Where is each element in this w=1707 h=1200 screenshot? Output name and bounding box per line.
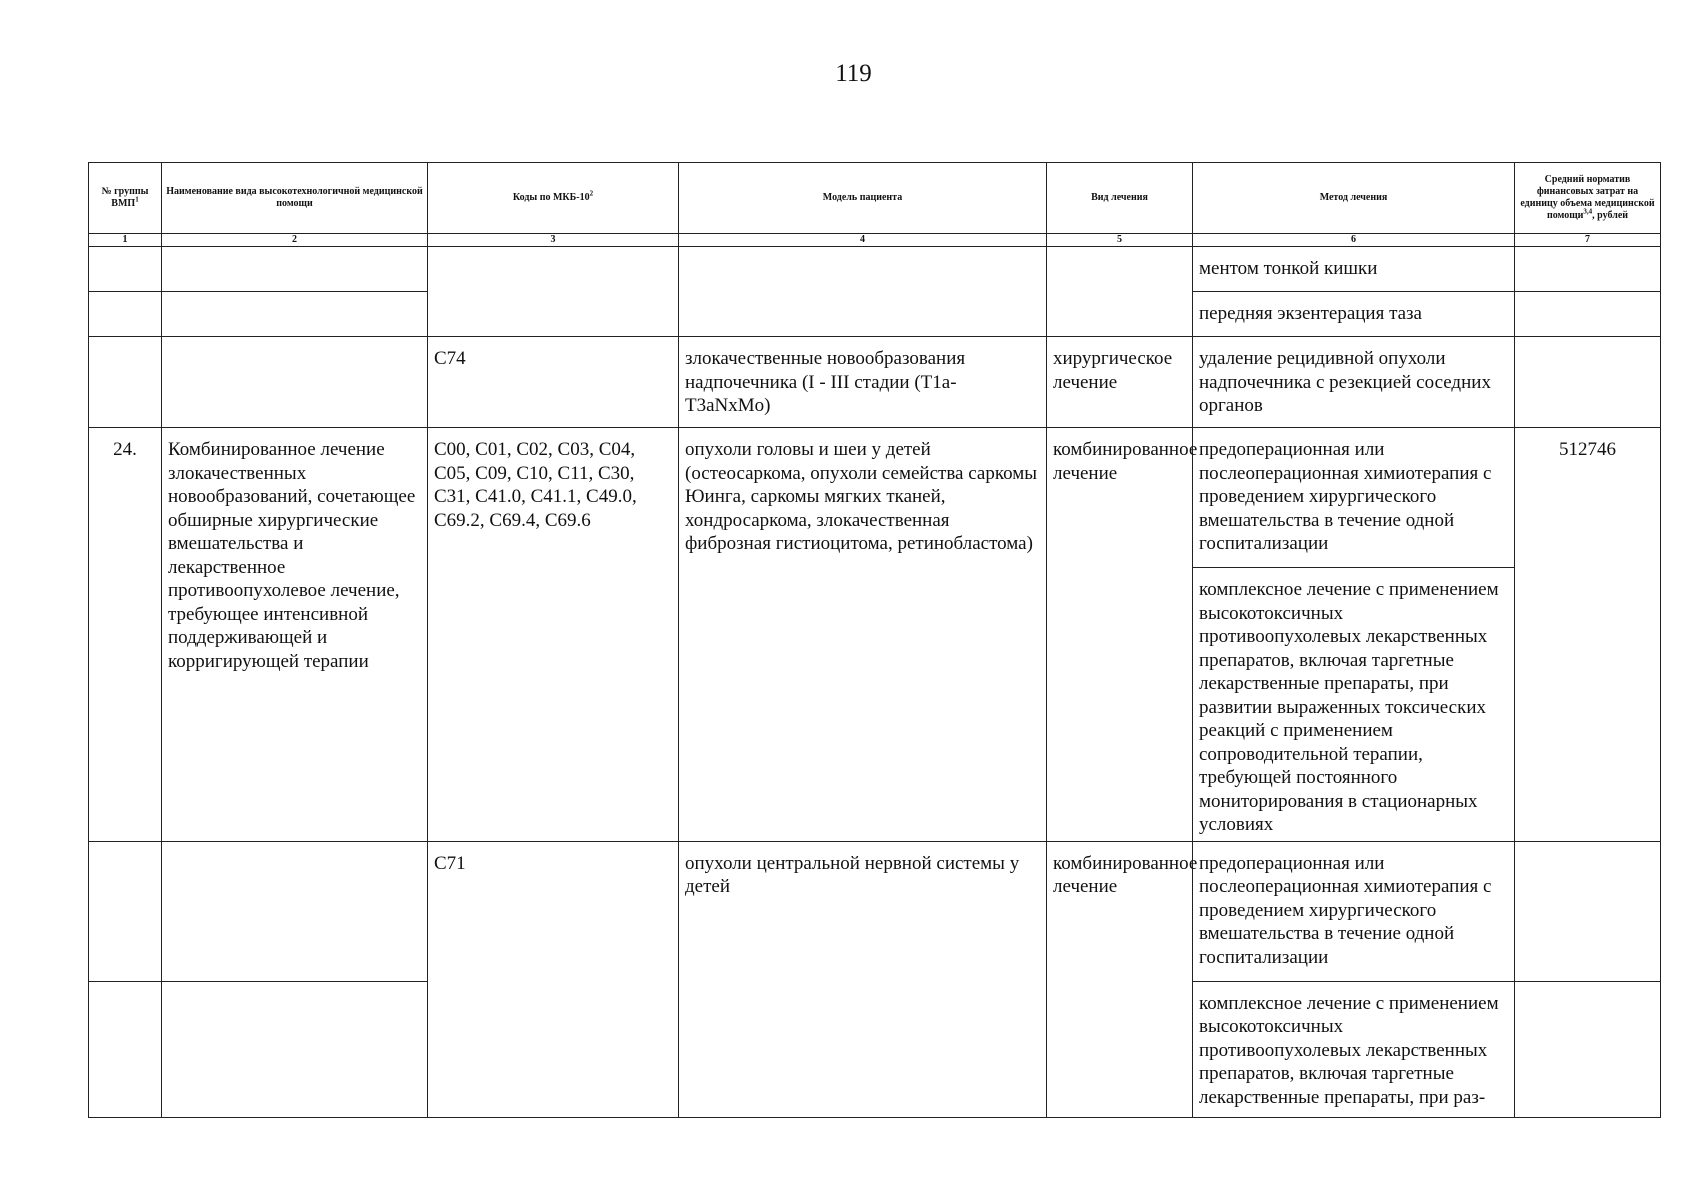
cell-treatment-type: хирургическое лечение	[1047, 337, 1193, 428]
cell-care-type: Комбинированное лечение злокачественных новообразований, сочетающее обширные хирургические вмешательства и лекарственное противоопухолевое лечение, требующее интенсивной поддерживающей и корригирующей терапии	[162, 428, 428, 842]
cell-icd: C71	[428, 841, 679, 1117]
cell-group-no	[89, 337, 162, 428]
cell-icd	[428, 247, 679, 337]
cell-group-no	[89, 292, 162, 337]
vmp-table	[88, 162, 1661, 1118]
column-number: 6	[1193, 234, 1515, 247]
cell-care-type	[162, 247, 428, 292]
column-number-row	[89, 234, 1661, 247]
table-row	[89, 247, 1661, 292]
header-patient-model: Модель пациента	[679, 163, 1047, 234]
table-row	[89, 337, 1661, 428]
cell-care-type	[162, 841, 428, 981]
header-treatment-type: Вид лечения	[1047, 163, 1193, 234]
cell-treatment-type: комбинированное лечение	[1047, 428, 1193, 842]
cell-treatment-type	[1047, 247, 1193, 337]
table-row	[89, 841, 1661, 981]
cell-icd: C74	[428, 337, 679, 428]
cell-cost	[1515, 292, 1661, 337]
header-row	[89, 163, 1661, 234]
cell-method: комплексное лечение с применением высокотоксичных противоопухолевых лекарственных препаратов, включая таргетные лекарственные препараты, при развитии выраженных токсических реакций с применением сопроводительной терапии, требующей постоянного мониторирования в стационарных условиях	[1193, 568, 1515, 842]
cell-method: ментом тонкой кишки	[1193, 247, 1515, 292]
column-number: 1	[89, 234, 162, 247]
cell-cost	[1515, 247, 1661, 292]
column-number: 4	[679, 234, 1047, 247]
cell-care-type	[162, 337, 428, 428]
cell-method: предоперационная или послеоперационная химиотерапия с проведением хирургического вмешательства в течение одной госпитализации	[1193, 841, 1515, 981]
column-number: 2	[162, 234, 428, 247]
cell-treatment-type: комбинированное лечение	[1047, 841, 1193, 1117]
cell-icd: C00, C01, C02, C03, C04, C05, C09, C10, C11, C30, C31, C41.0, C41.1, C49.0, C69.2, C69.4, C69.6	[428, 428, 679, 842]
cell-cost	[1515, 981, 1661, 1117]
cell-cost: 512746	[1515, 428, 1661, 842]
cell-method: передняя экзентерация таза	[1193, 292, 1515, 337]
table-row	[89, 428, 1661, 568]
header-treatment-method: Метод лечения	[1193, 163, 1515, 234]
cell-method: предоперационная или послеоперационная химиотерапия с проведением хирургического вмешательства в течение одной госпитализации	[1193, 428, 1515, 568]
cell-cost	[1515, 841, 1661, 981]
header-care-type: Наименование вида высокотехнологичной медицинской помощи	[162, 163, 428, 234]
cell-patient-model: опухоли центральной нервной системы у детей	[679, 841, 1047, 1117]
cell-method: комплексное лечение с применением высокотоксичных противоопухолевых лекарственных препаратов, включая таргетные лекарственные препараты, при раз-	[1193, 981, 1515, 1117]
cell-patient-model: злокачественные новообразования надпочечника (I - III стадии (T1a-T3aNxMo)	[679, 337, 1047, 428]
column-number: 7	[1515, 234, 1661, 247]
cell-care-type	[162, 981, 428, 1117]
cell-group-no	[89, 841, 162, 981]
cell-group-no	[89, 247, 162, 292]
column-number: 5	[1047, 234, 1193, 247]
cell-patient-model: опухоли головы и шеи у детей (остеосаркома, опухоли семейства саркомы Юинга, саркомы мягких тканей, хондросаркома, злокачественная фиброзная гистиоцитома, ретинобластома)	[679, 428, 1047, 842]
cell-patient-model	[679, 247, 1047, 337]
cell-group-no: 24.	[89, 428, 162, 842]
header-group-no: № группы ВМП$^1$	[89, 163, 162, 234]
page-number: 119	[835, 60, 872, 87]
cell-group-no	[89, 981, 162, 1117]
column-number: 3	[428, 234, 679, 247]
header-cost: Средний норматив финансовых затрат на единицу объема медицинской помощи$^{3,4}$, рублей	[1515, 163, 1661, 234]
cell-care-type	[162, 292, 428, 337]
cell-cost	[1515, 337, 1661, 428]
cell-method: удаление рецидивной опухоли надпочечника с резекцией соседних органов	[1193, 337, 1515, 428]
header-icd-codes: Коды по МКБ-$10^2$	[428, 163, 679, 234]
